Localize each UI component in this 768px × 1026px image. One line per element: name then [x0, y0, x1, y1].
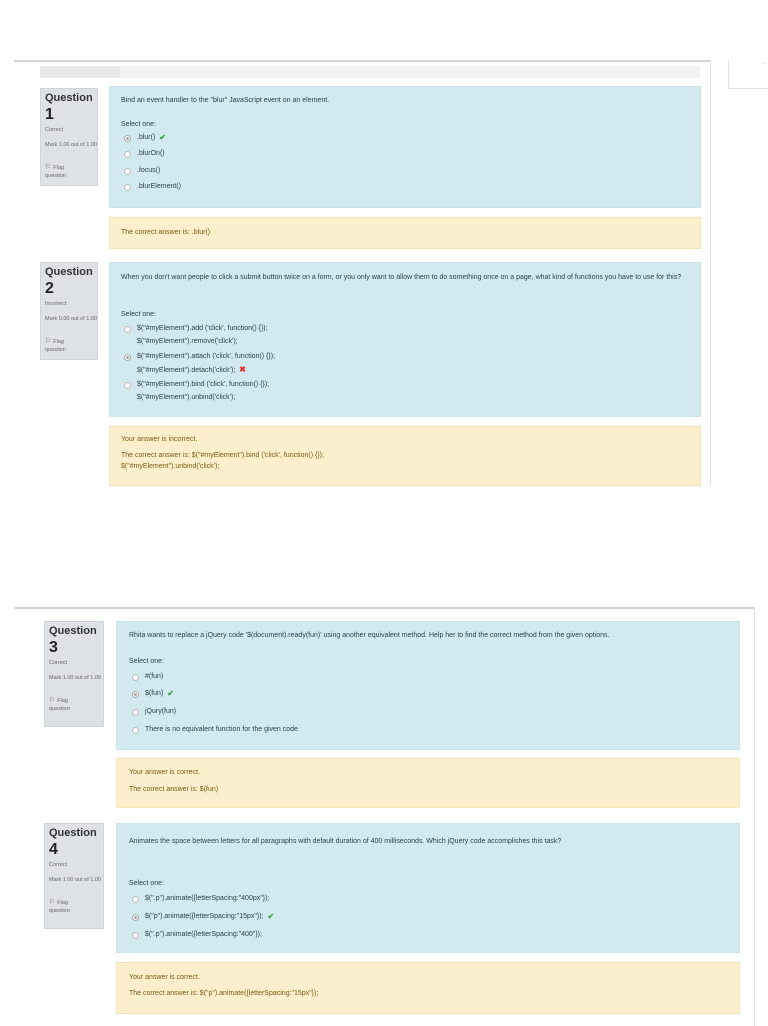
correct-answer-text: The correct answer is: $(fun) — [129, 786, 219, 793]
flag-icon: ⚐ — [49, 899, 56, 906]
radio-button[interactable] — [132, 709, 139, 716]
answer-status-text: Your answer is incorrect. — [121, 436, 198, 443]
answer-option-c[interactable]: jQury(fun) — [132, 707, 176, 717]
question-1-info — [40, 88, 98, 186]
radio-button[interactable] — [124, 168, 131, 175]
question-3-info — [44, 621, 104, 727]
answer-option-b[interactable]: $("#myElement").attach ('click', function() {}); $("#myElement").detach('click'); ✖ — [124, 352, 275, 376]
radio-button[interactable] — [124, 135, 131, 142]
question-4-content — [116, 823, 740, 953]
answer-option-c[interactable]: .focus() — [124, 166, 160, 176]
question-number: 3 — [49, 639, 58, 656]
question-label: Question — [49, 625, 97, 637]
radio-button[interactable] — [132, 914, 139, 921]
correct-check-icon: ✔ — [159, 133, 166, 142]
radio-button[interactable] — [124, 382, 131, 389]
answer-option-c[interactable]: $(".p").animate({letterSpacing:"400"}); — [132, 930, 262, 940]
quiz-review-page-part-2 — [14, 607, 755, 1026]
answer-option-a[interactable]: .blur() ✔ — [124, 133, 166, 143]
incorrect-cross-icon: ✖ — [239, 365, 246, 374]
radio-button[interactable] — [132, 691, 139, 698]
question-state: Correct — [49, 660, 68, 666]
select-one-label: Select one: — [129, 880, 165, 887]
question-1-content — [109, 86, 701, 208]
flag-question-link[interactable]: ⚐ Flag question — [45, 164, 66, 179]
answer-option-b[interactable]: $("p").animate({letterSpacing:"15px"}); ✔ — [132, 912, 274, 922]
flag-question-link[interactable]: ⚐ Flag question — [45, 338, 66, 353]
flag-icon: ⚐ — [45, 164, 52, 171]
radio-button[interactable] — [132, 674, 139, 681]
answer-option-b[interactable]: .blurOn() — [124, 149, 165, 159]
answer-option-c[interactable]: $("#myElement").bind ('click', function() {}); $("#myElement").unbind('click'); — [124, 380, 269, 403]
select-one-label: Select one: — [121, 121, 157, 128]
select-one-label: Select one: — [121, 311, 157, 318]
question-state: Incorrect — [45, 301, 67, 307]
question-number: 4 — [49, 841, 58, 858]
question-text: Animates the space between letters for all paragraphs with default duration of 400 milliseconds. Which jQuery code accomplishes this task? — [129, 838, 562, 845]
question-mark: Mark 1.00 out of 1.00 — [49, 877, 101, 883]
correct-answer-text: The correct answer is: $("#myElement").bind ('click', function() {}); — [121, 452, 324, 459]
answer-option-a[interactable]: #(fun) — [132, 672, 163, 682]
question-text: Rhita wants to replace a jQuery code '$(document).ready(fun)' using another equivalent method. Help her to find the correct method from the given options. — [129, 632, 610, 639]
radio-button[interactable] — [132, 896, 139, 903]
select-one-label: Select one: — [129, 658, 165, 665]
answer-option-d[interactable]: There is no equivalent function for the given code — [132, 725, 298, 735]
question-2-info — [40, 262, 98, 360]
question-label: Question — [45, 92, 93, 104]
question-number: 1 — [45, 106, 54, 123]
flag-icon: ⚐ — [49, 697, 56, 704]
question-text: When you don't want people to click a submit button twice on a form, or you only want to allow them to do something once on a page, what kind of functions you have to use for this? — [121, 274, 682, 281]
answer-option-d[interactable]: .blurElement() — [124, 182, 181, 192]
correct-answer-text: The correct answer is: .blur() — [121, 229, 211, 236]
question-mark: Mark 1.00 out of 1.00 — [49, 675, 101, 681]
question-state: Correct — [49, 862, 68, 868]
correct-answer-text-line-2: $("#myElement").unbind('click'); — [121, 463, 220, 470]
question-1-feedback — [109, 217, 701, 249]
radio-button[interactable] — [124, 326, 131, 333]
question-2-feedback — [109, 426, 701, 486]
question-number: 2 — [45, 280, 54, 297]
question-label: Question — [49, 827, 97, 839]
answer-status-text: Your answer is correct. — [129, 769, 200, 776]
radio-button[interactable] — [124, 151, 131, 158]
window-frame-fragment — [728, 60, 768, 89]
radio-button[interactable] — [124, 184, 131, 191]
correct-answer-text: The correct answer is: $("p").animate({letterSpacing:"15px"}); — [129, 990, 319, 997]
question-2-content — [109, 262, 701, 417]
question-3-content — [116, 621, 740, 750]
question-state: Correct — [45, 127, 64, 133]
question-mark: Mark 1.00 out of 1.00 — [45, 142, 97, 148]
previous-question-remnant — [40, 66, 700, 78]
correct-check-icon: ✔ — [167, 689, 174, 698]
radio-button[interactable] — [124, 354, 131, 361]
answer-status-text: Your answer is correct. — [129, 974, 200, 981]
answer-option-a[interactable]: $(".p").animate({letterSpacing:"400px"}); — [132, 894, 269, 904]
question-4-info — [44, 823, 104, 929]
flag-question-link[interactable]: ⚐ Flag question — [49, 899, 70, 914]
question-mark: Mark 0.00 out of 1.00 — [45, 316, 97, 322]
radio-button[interactable] — [132, 727, 139, 734]
answer-option-a[interactable]: $("#myElement").add ('click', function() {}); $("#myElement").remove('click'); — [124, 324, 268, 347]
question-label: Question — [45, 266, 93, 278]
flag-icon: ⚐ — [45, 338, 52, 345]
flag-question-link[interactable]: ⚐ Flag question — [49, 697, 70, 712]
answer-option-b[interactable]: $(fun) ✔ — [132, 689, 174, 699]
quiz-review-page-part-1 — [14, 60, 711, 486]
radio-button[interactable] — [132, 932, 139, 939]
question-3-feedback — [116, 758, 740, 808]
question-text: Bind an event handler to the "blur" JavaScript event on an element. — [121, 97, 330, 104]
corner-text: ... — [761, 60, 767, 66]
correct-check-icon: ✔ — [267, 912, 275, 921]
question-4-feedback — [116, 962, 740, 1014]
